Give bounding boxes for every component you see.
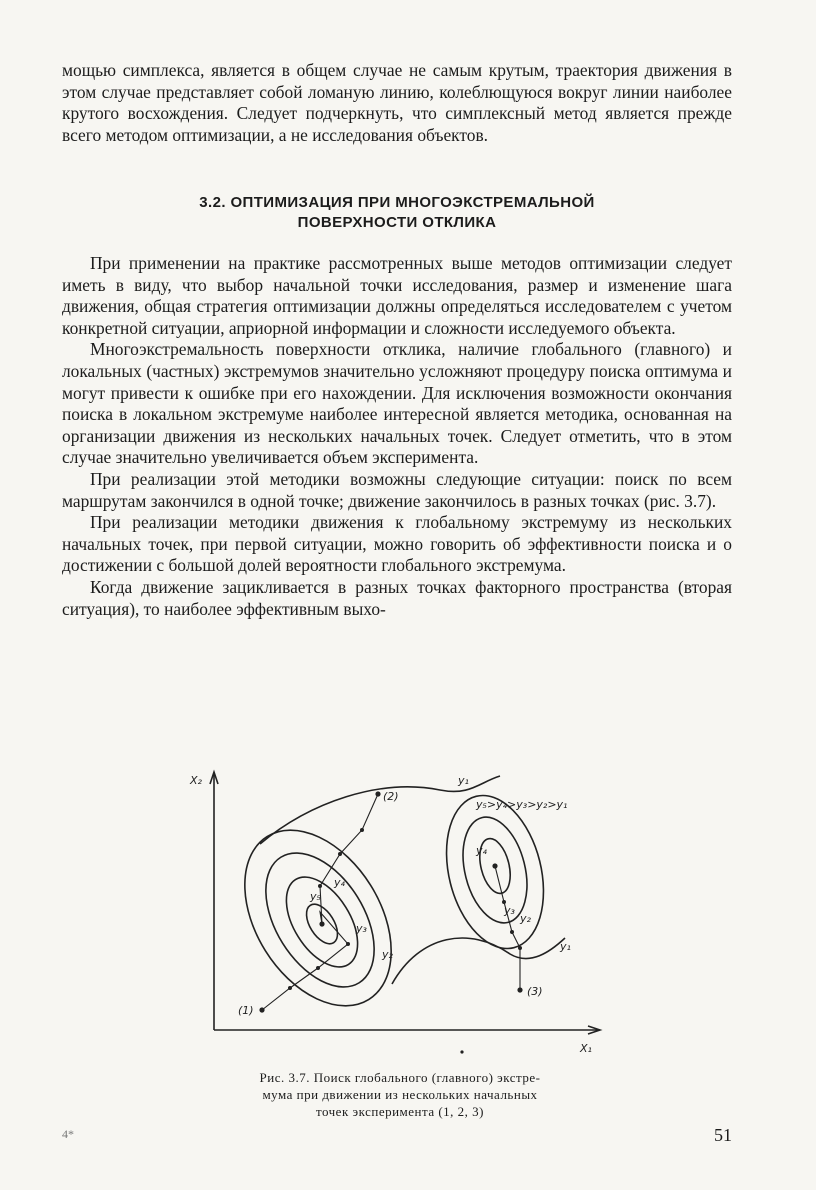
label-y1-top: y₁ [458,774,469,787]
legend-inequality: y₅>y₄>y₃>y₂>y₁ [476,798,568,811]
label-left-y5: y₅ [310,890,321,903]
figure-contour-diagram [170,762,610,1062]
paragraph-top [62,60,732,146]
body-text [62,253,732,620]
label-right-y3: y₃ [504,904,515,917]
label-right-y4: y₄ [476,844,487,857]
label-y1-lower: y₁ [560,940,571,953]
label-left-y3: y₃ [356,922,367,935]
paragraph-5: Когда движение зацикливается в разных точках факторного пространства (вторая ситуация), то наиболее эффективным выхо- [62,576,732,619]
figure-caption [190,1069,610,1120]
section-heading-line-1: 3.2. ОПТИМИЗАЦИЯ ПРИ МНОГОЭКСТРЕМАЛЬНОЙ [199,194,595,211]
paragraph-4: При реализации методики движения к глобальному экстремуму из нескольких начальных точек, при первой ситуации, можно говорить об эффективности поиска и о достижении с большой долей вероятности глобального экстремума. [62,512,732,576]
search-path-3 [495,866,520,990]
section-heading-line-2: ПОВЕРХНОСТИ ОТКЛИКА [297,214,497,231]
caption-line-1: Рис. 3.7. Поиск глобального (главного) экстре- [259,1070,541,1085]
paragraph-1: При применении на практике рассмотренных выше методов оптимизации следует иметь в виду, что выбор начальной точки исследования, размер и изменение шага движения, общая стратегия оптимизации должны определяться исследователем с учетом конкретной ситуации, априорной информации и сложности исследуемого объекта. [62,253,732,338]
search-path-1 [262,912,348,1010]
start-point-1 [259,1007,264,1012]
right-extremum [492,863,497,868]
paragraph-3: При реализации этой методики возможны следующие ситуации: поиск по всем маршрутам закончился в одной точке; движение закончилось в разных точках (рис. 3.7). [62,468,732,511]
left-extremum [319,921,324,926]
left-contour-y3 [243,834,396,1006]
axis-label-x2: X₂ [190,774,202,787]
caption-line-2: мума при движении из нескольких начальных [262,1087,538,1102]
section-heading [62,193,732,233]
start-point-3 [517,987,522,992]
start-point-2 [375,791,380,796]
point-label-1: (1) [238,1004,254,1017]
label-left-y4: y₄ [334,876,345,889]
paragraph-2: Многоэкстремальность поверхности отклика, наличие глобального (главного) и локальных (частных) экстремумов значительно усложняют процедуру поиска оптимума и могут привести к ошибке при его нахождении. Для исключения возможности окончания поиска в локальном экстремуме наиболее интересной является методика, основанная на организации движения из нескольких начальных точек. Следует отметить, что в этом случае значительно увеличивается объем эксперимента. [62,339,732,468]
page-number: 51 [714,1125,732,1145]
point-label-3: (3) [527,985,543,998]
paragraph-top-text: мощью симплекса, является в общем случае не самым крутым, траектория движения в этом случае представляет собой ломаную линию, колеблющуюся вокруг линии наиболее крутого восхождения. Следует подчеркнуть, что симплексный метод является прежде всего методом оптимизации, а не исследования объектов. [62,60,732,145]
left-contour-y2 [215,804,422,1033]
signature-mark: 4* [62,1127,74,1141]
caption-line-3: точек эксперимента (1, 2, 3) [315,1104,485,1119]
point-label-2: (2) [383,790,399,803]
label-right-y2: y₂ [520,912,531,925]
label-left-y2: y₂ [382,948,393,961]
contour-y1-lower [392,938,565,984]
axis-label-x1: X₁ [580,1042,592,1055]
right-contour-y2 [431,785,558,959]
